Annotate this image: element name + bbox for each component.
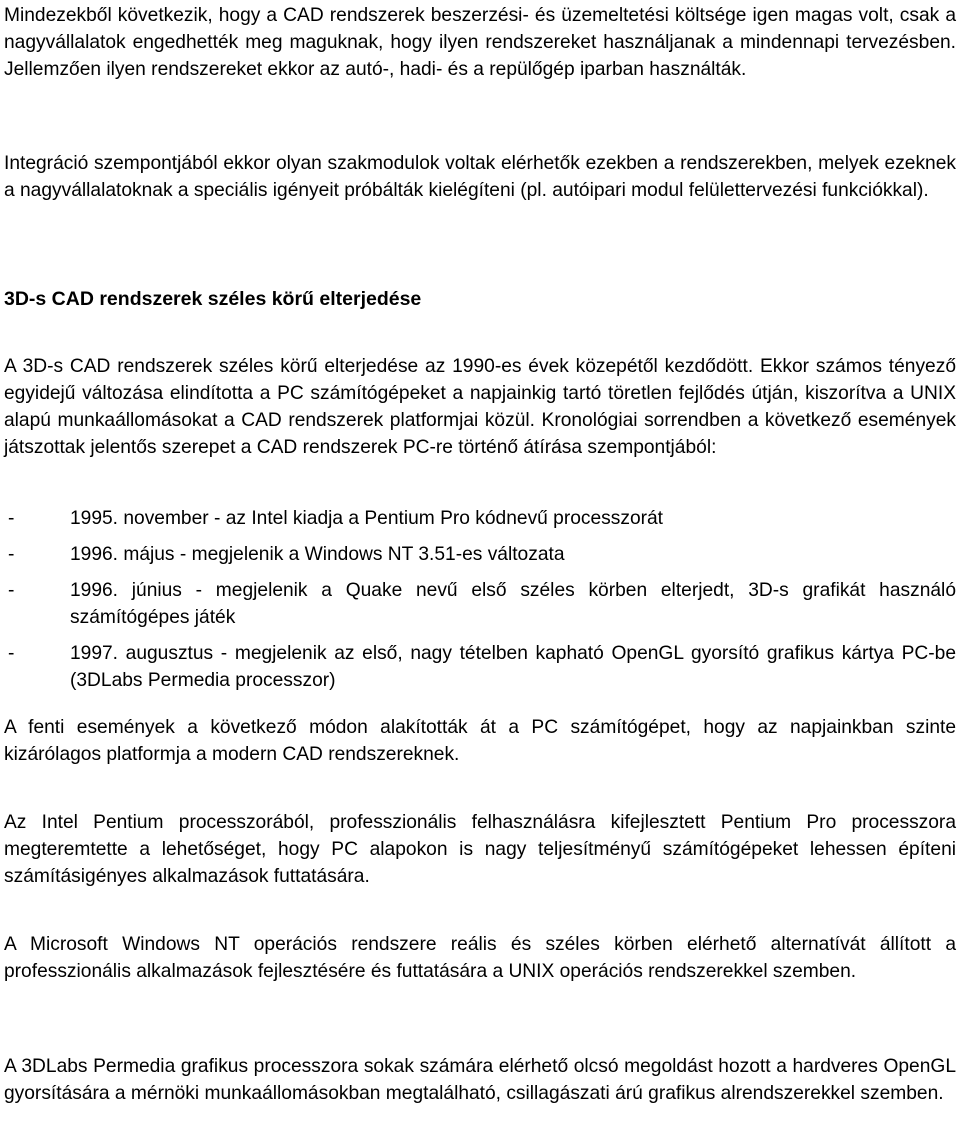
paragraph-cost: Mindezekből következik, hogy a CAD rendszerek beszerzési- és üzemeltetési költsége igen magas volt, csak a nagyvállalatok engedhették meg maguknak, hogy ilyen rendszereket használjanak a mindennapi tervezésben. Jellemzően ilyen rendszereket ekkor az autó-, hadi- és a repülőgép iparban használták. [4,5,956,80]
list-item [4,541,956,568]
paragraph-events-summary: A fenti események a következő módon alakították át a PC számítógépet, hogy az napjainkban szinte kizárólagos platformja a modern CAD rendszereknek. [4,717,956,765]
paragraph-permedia: A 3DLabs Permedia grafikus processzora sokak számára elérhető olcsó megoldást hozott a hardveres OpenGL gyorsítására a mérnöki munkaállomásokban megtalálható, csillagászati árú grafikus alrendszerekkel szemben. [4,1056,956,1104]
list-item-text: 1995. november - az Intel kiadja a Pentium Pro kódnevű processzorát [70,508,664,529]
paragraph-integration: Integráció szempontjából ekkor olyan szakmodulok voltak elérhetők ezekben a rendszerekben, melyek ezeknek a nagyvállalatoknak a speciális igényeit próbálták kielégíteni (pl. autóipari modul felülettervezési funkciókkal). [4,153,956,201]
list-item-text: 1996. május - megjelenik a Windows NT 3.51-es változata [70,544,565,565]
list-item [4,640,956,694]
list-bullet: - [8,580,15,601]
paragraph-windows-nt: A Microsoft Windows NT operációs rendszere reális és széles körben elérhető alternatívát állított a professzionális alkalmazások fejlesztésére és futtatására a UNIX operációs rendszerekkel szemben. [4,934,956,982]
list-bullet: - [8,508,15,529]
list-item [4,577,956,631]
list-item [4,505,956,532]
section-heading: 3D-s CAD rendszerek széles körű elterjedése [4,288,422,310]
list-item-text: 1997. augusztus - megjelenik az első, nagy tételben kapható OpenGL gyorsító grafikus kártya PC-be (3DLabs Permedia processzor) [70,643,956,691]
list-bullet: - [8,544,15,565]
paragraph-pentium-pro: Az Intel Pentium processzorából, professzionális felhasználásra kifejlesztett Pentium Pro processzora megteremtette a lehetőséget, hogy PC alapokon is nagy teljesítményű számítógépeket lehessen építeni számításigényes alkalmazások futtatására. [4,812,956,887]
list-item-text: 1996. június - megjelenik a Quake nevű első széles körben elterjedt, 3D-s grafikát használó számítógépes játék [70,580,956,628]
list-bullet: - [8,643,15,664]
event-list [4,505,956,703]
paragraph-3d-spread: A 3D-s CAD rendszerek széles körű elterjedése az 1990-es évek közepétől kezdődött. Ekkor számos tényező egyidejű változása elindította a PC számítógépeket a napjainkig tartó töretlen fejlődés útján, kiszorítva a UNIX alapú munkaállomásokat a CAD rendszerek platformjai közül. Kronológiai sorrendben a következő események játszottak jelentős szerepet a CAD rendszerek PC-re történő átírása szempontjából: [4,356,956,458]
